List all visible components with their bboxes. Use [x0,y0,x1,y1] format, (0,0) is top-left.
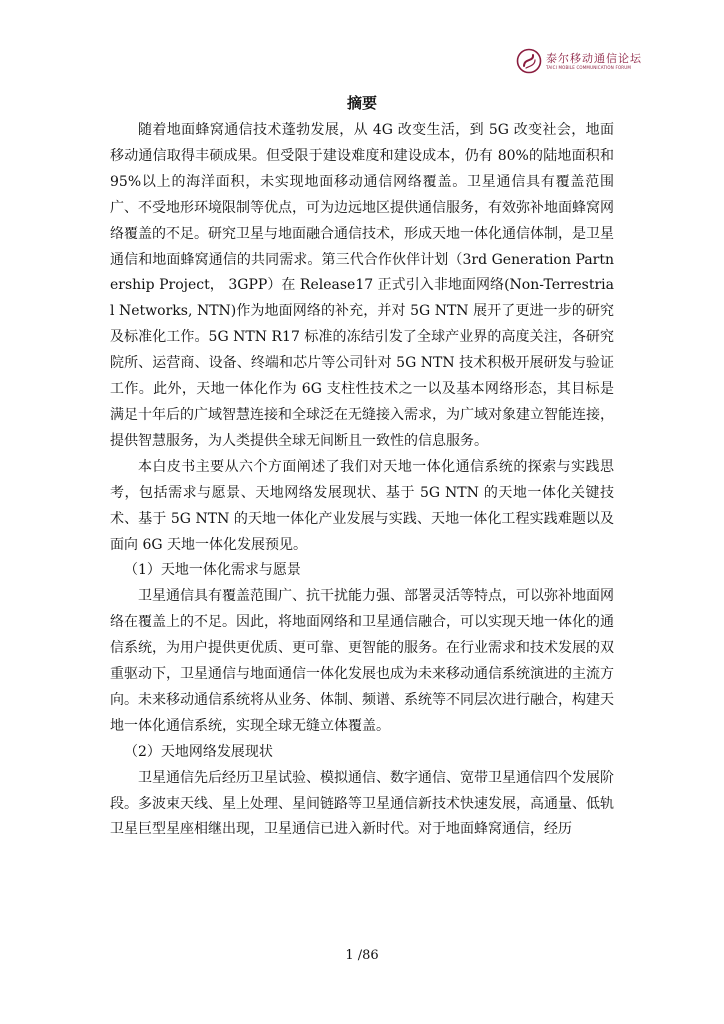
header-logo [516,44,646,78]
paragraph-overview: 本白皮书主要从六个方面阐述了我们对天地一体化通信系统的探索与实践思考，包括需求与愿景、天地网络发展现状、基于 5G NTN 的天地一体化关键技术、基于 5G NTN 的天地一体化产业发展与实践、天地一体化工程实践难题以及面向 6G 天地一体化发展预见。 [110,458,614,553]
document-body [110,92,614,843]
logo-chinese-name: 泰尔移动通信论坛 [546,51,642,65]
section-heading-2: （2）天地网络发展现状 [124,743,273,760]
logo-text [546,53,642,70]
forum-logo-icon [516,48,542,74]
page-title: 摘要 [346,94,377,112]
section-text-1: 卫星通信具有覆盖范围广、抗干扰能力强、部署灵活等特点，可以弥补地面网络在覆盖上的不足。因此，将地面网络和卫星通信融合，可以实现天地一体化的通信系统，为用户提供更优质、更可靠、更智能的服务。在行业需求和技术发展的双重驱动下，卫星通信与地面通信一体化发展也成为未来移动通信系统演进的主流方向。未来移动通信系统将从业务、体制、频谱、系统等不同层次进行融合，构建天地一体化通信系统，实现全球无缝立体覆盖。 [110,588,614,734]
section-text-2: 卫星通信先后经历卫星试验、模拟通信、数字通信、宽带卫星通信四个发展阶段。多波束天线、星上处理、星间链路等卫星通信新技术快速发展，高通量、低轨卫星巨型星座相继出现，卫星通信已进入新时代。对于地面蜂窝通信，经历 [110,769,614,838]
paragraph-intro: 随着地面蜂窝通信技术蓬勃发展，从 4G 改变生活，到 5G 改变社会，地面移动通信取得丰硕成果。但受限于建设难度和建设成本，仍有 80%的陆地面积和 95%以上的海洋面积，未实现地面移动通信网络覆盖。卫星通信具有覆盖范围广、不受地形环境限制等优点，可为边远地区提供通信服务，有效弥补地面蜂窝网络覆盖的不足。研究卫星与地面融合通信技术，形成天地一体化通信体制，是卫星通信和地面蜂窝通信的共同需求。第三代合作伙伴计划（3rd Generation Partnership Project， 3GPP）在 Release17 正式引入非地面网络(Non-Terrestrial Networks, NTN)作为地面网络的补充，并对 5G NTN 展开了更进一步的研究及标准化工作。5G NTN R17 标准的冻结引发了全球产业界的高度关注，各研究院所、运营商、设备、终端和芯片等公司针对 5G NTN 技术积极开展研发与验证工作。此外，天地一体化作为 6G 支柱性技术之一以及基本网络形态，其目标是满足十年后的广域智慧连接和全球泛在无缝接入需求，为广域对象建立智能连接，提供智慧服务，为人类提供全球无间断且一致性的信息服务。 [110,122,614,449]
section-heading-1: （1）天地一体化需求与愿景 [124,562,301,579]
page-number: 1 /86 [345,948,379,963]
logo-english-name: TAICI MOBILE COMMUNICATION FORUM [546,64,632,70]
